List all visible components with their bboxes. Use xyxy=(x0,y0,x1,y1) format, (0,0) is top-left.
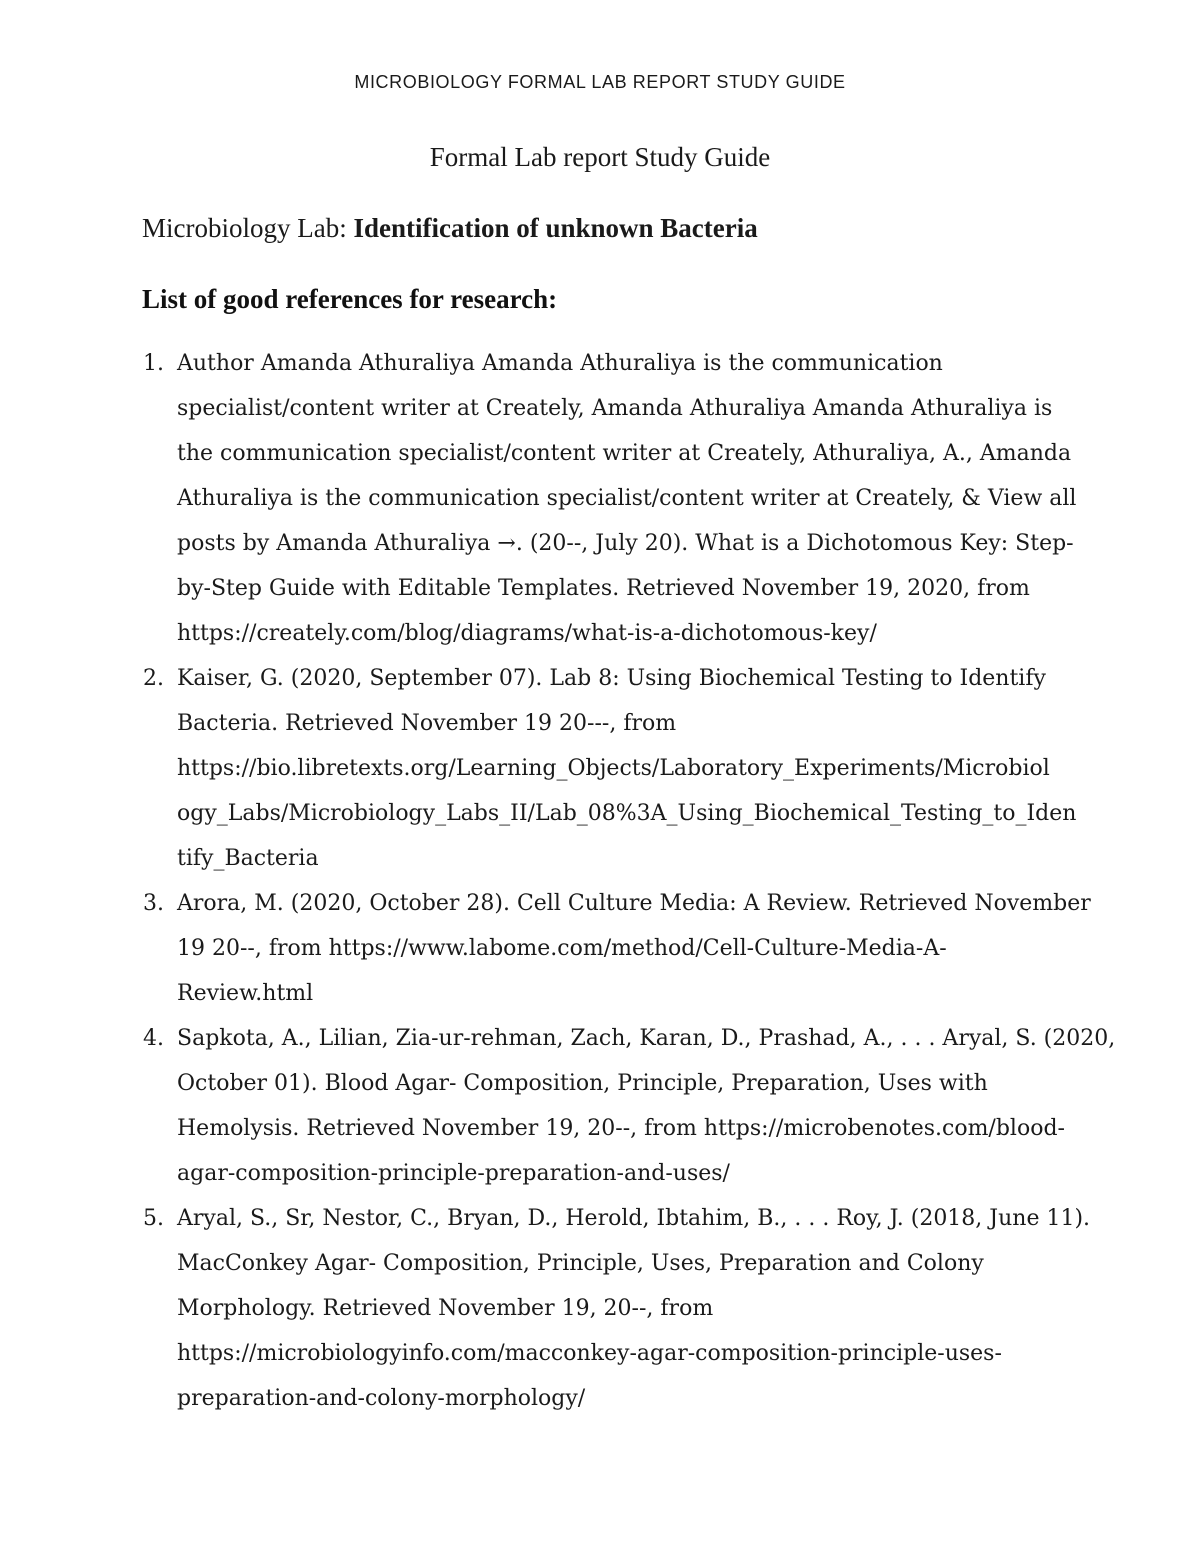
reference-text-line: tify_Bacteria xyxy=(177,846,319,871)
reference-text-line: agar-composition-principle-preparation-and-uses/ xyxy=(177,1161,730,1186)
reference-text-line: specialist/content writer at Creately, Amanda Athuraliya Amanda Athuraliya is xyxy=(177,396,1053,421)
reference-number: 5. xyxy=(143,1206,164,1231)
reference-text-line: ogy_Labs/Microbiology_Labs_II/Lab_08%3A_Using_Biochemical_Testing_to_Iden xyxy=(177,801,1077,826)
reference-text-line: posts by Amanda Athuraliya →. (20--, July 20). What is a Dichotomous Key: Step- xyxy=(177,531,1074,556)
reference-list xyxy=(143,341,1116,1421)
running-header: MICROBIOLOGY FORMAL LAB REPORT STUDY GUIDE xyxy=(354,72,846,92)
reference-text-line: Sapkota, A., Lilian, Zia-ur-rehman, Zach, Karan, D., Prashad, A., . . . Aryal, S. (2020, xyxy=(177,1026,1116,1051)
reference-text-line: Hemolysis. Retrieved November 19, 20--, from https://microbenotes.com/blood- xyxy=(177,1116,1065,1141)
reference-item xyxy=(143,656,1077,881)
reference-text-line: https://creately.com/blog/diagrams/what-is-a-dichotomous-key/ xyxy=(177,621,877,646)
reference-text-line: October 01). Blood Agar- Composition, Principle, Preparation, Uses with xyxy=(177,1071,988,1096)
reference-text-line: MacConkey Agar- Composition, Principle, Uses, Preparation and Colony xyxy=(177,1251,984,1276)
reference-text-line: Review.html xyxy=(177,981,314,1006)
reference-text-line: Athuraliya is the communication specialist/content writer at Creately, & View all xyxy=(177,486,1077,511)
reference-text-line: Arora, M. (2020, October 28). Cell Culture Media: A Review. Retrieved November xyxy=(177,891,1091,916)
reference-item xyxy=(143,1196,1091,1421)
reference-text-line: Author Amanda Athuraliya Amanda Athuraliya is the communication xyxy=(177,351,943,376)
reference-number: 2. xyxy=(143,666,164,691)
reference-text-line: https://microbiologyinfo.com/macconkey-agar-composition-principle-uses- xyxy=(177,1341,1002,1366)
reference-item xyxy=(143,341,1077,656)
reference-number: 1. xyxy=(143,351,164,376)
reference-number: 4. xyxy=(143,1026,164,1051)
reference-text-line: Morphology. Retrieved November 19, 20--, from xyxy=(177,1296,714,1321)
reference-text-line: https://bio.libretexts.org/Learning_Objects/Laboratory_Experiments/Microbiol xyxy=(177,756,1050,781)
reference-text-line: 19 20--, from https://www.labome.com/method/Cell-Culture-Media-A- xyxy=(177,936,947,961)
reference-text-line: Aryal, S., Sr, Nestor, C., Bryan, D., Herold, Ibtahim, B., . . . Roy, J. (2018, June 11). xyxy=(177,1206,1091,1231)
reference-text-line: the communication specialist/content writer at Creately, Athuraliya, A., Amanda xyxy=(177,441,1072,466)
reference-text-line: Kaiser, G. (2020, September 07). Lab 8: Using Biochemical Testing to Identify xyxy=(177,666,1046,691)
reference-text-line: Bacteria. Retrieved November 19 20---, from xyxy=(177,711,677,736)
reference-item xyxy=(143,1016,1116,1196)
references-heading: List of good references for research: xyxy=(142,284,558,314)
lab-line xyxy=(142,213,758,244)
document-title: Formal Lab report Study Guide xyxy=(429,142,771,172)
reference-text-line: by-Step Guide with Editable Templates. Retrieved November 19, 2020, from xyxy=(177,576,1030,601)
reference-number: 3. xyxy=(143,891,164,916)
lab-subject: Identification of unknown Bacteria xyxy=(353,213,758,243)
lab-prefix: Microbiology Lab: xyxy=(142,213,354,243)
reference-text-line: preparation-and-colony-morphology/ xyxy=(177,1386,586,1411)
reference-item xyxy=(143,881,1091,1016)
